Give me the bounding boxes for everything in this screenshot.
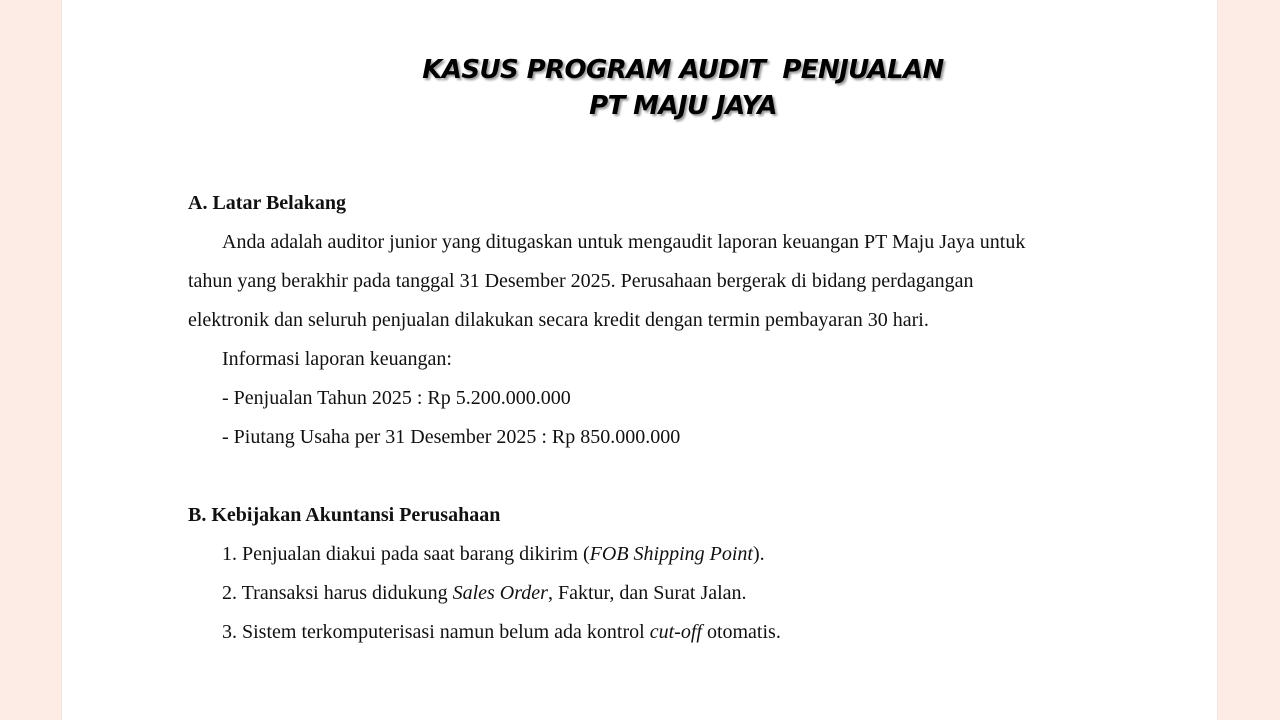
financial-info-receivables: - Piutang Usaha per 31 Desember 2025 : Rp 850.000.000 [222, 426, 681, 448]
section-a-heading: A. Latar Belakang [188, 192, 346, 214]
financial-info-label: Informasi laporan keuangan: [222, 348, 452, 370]
section-kebijakan-akuntansi [188, 496, 1048, 652]
policy-item-1-text-end: ). [753, 543, 765, 565]
title-line-1: KASUS PROGRAM AUDIT PENJUALAN [422, 55, 944, 85]
title-line-2: PT MAJU JAYA [589, 91, 777, 121]
policy-item-2-term: Sales Order [452, 582, 548, 604]
policy-item-3-text: 3. Sistem terkomputerisasi namun belum ada kontrol [222, 621, 650, 643]
policy-item-1 [188, 535, 1048, 574]
section-latar-belakang [188, 184, 1048, 457]
policy-item-2-text: 2. Transaksi harus didukung [222, 582, 453, 604]
policy-item-3-term: cut-off [649, 621, 702, 643]
document-title [0, 52, 1280, 124]
background-paragraph: Anda adalah auditor junior yang ditugaskan untuk mengaudit laporan keuangan PT Maju Jaya untuk tahun yang berakhir pada tanggal 31 Desember 2025. Perusahaan bergerak di bidang perdagangan elektronik dan seluruh penjualan dilakukan secara kredit dengan termin pembayaran 30 hari. [188, 231, 1026, 331]
document-body [188, 184, 1048, 652]
policy-item-1-text: 1. Penjualan diakui pada saat barang dikirim ( [222, 543, 590, 565]
section-b-heading: B. Kebijakan Akuntansi Perusahaan [188, 504, 501, 526]
section-spacer [188, 457, 1048, 496]
policy-item-2 [188, 574, 1048, 613]
financial-info-sales: - Penjualan Tahun 2025 : Rp 5.200.000.000 [222, 387, 571, 409]
policy-item-3-text-end: otomatis. [701, 621, 781, 643]
policy-item-3 [188, 613, 1048, 652]
policy-item-1-term: FOB Shipping Point [589, 543, 753, 565]
policy-item-2-text-end: , Faktur, dan Surat Jalan. [547, 582, 747, 604]
